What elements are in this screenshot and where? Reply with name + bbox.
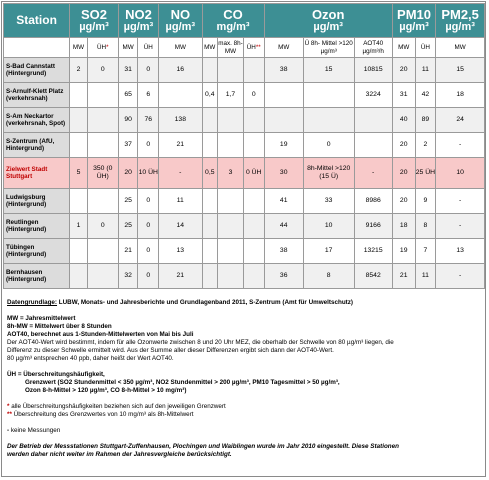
table-cell: 20 [118,158,138,189]
table-cell: 10 ÜH [138,158,159,189]
table-cell [70,108,88,133]
table-cell: 20 [392,133,415,158]
table-row [4,108,485,133]
table-cell: 17 [303,239,354,264]
table-cell: 18 [436,83,485,108]
table-cell [218,133,244,158]
table-cell: 40 [392,108,415,133]
table-cell: 21 [159,133,202,158]
pm10-header: PM10 µg/m³ [392,4,435,38]
table-cell: 21 [159,264,202,289]
no2-mw-label: MW [118,38,138,58]
table-cell: 25 [118,214,138,239]
table-cell: 18 [392,214,415,239]
table-cell: 6 [138,83,159,108]
table-cell: - [159,158,202,189]
table-cell: 10 [436,158,485,189]
table-cell: 0 [138,133,159,158]
table-cell: 15 [303,58,354,83]
table-cell: 8 [415,214,436,239]
table-cell [303,108,354,133]
table-cell [243,108,264,133]
table-cell: 0 [138,189,159,214]
ozon-header: Ozon µg/m³ [264,4,392,38]
ozon-mw-label: MW [264,38,303,58]
table-cell: 1,7 [218,83,244,108]
table-cell: 90 [118,108,138,133]
table-cell [243,189,264,214]
note-8h: 8h-MW = Mittelwert über 8 Stunden [7,323,112,330]
table-cell [159,83,202,108]
table-cell [243,58,264,83]
co-max-label: max. 8h-MW [218,38,244,58]
table-cell: 138 [159,108,202,133]
table-cell: 37 [118,133,138,158]
table-cell [243,133,264,158]
table-cell: 15 [436,58,485,83]
table-cell: 13 [436,239,485,264]
table-row [4,239,485,264]
table-cell: 0 [303,133,354,158]
note-aot40-desc-2: Differenz zu dieser Schwelle ermittelt wird. Aus der Summe aller dieser Differenzen ergibt sich dann der AOT40-Wert. [7,347,334,354]
subheader-row [4,38,485,58]
table-cell: 0 [138,58,159,83]
table-cell: 20 [392,158,415,189]
note-aot40-desc-1: Der AOT40-Wert wird bestimmt, indem für alle Ozonwerte zwischen 8 und 20 Uhr MEZ, die oberhalb der Schwelle von 80 µg/m³ liegen, die [7,339,394,346]
table-cell: 8 [303,264,354,289]
table-cell: 25 [118,189,138,214]
table-cell: 1 [70,214,88,239]
table-cell: 0 [138,264,159,289]
table-cell: 32 [118,264,138,289]
table-cell [70,264,88,289]
table-cell [354,133,392,158]
table-cell [87,264,118,289]
table-cell: 21 [118,239,138,264]
table-cell: 2 [415,133,436,158]
station-name: S-Zentrum (AfU, Hintergrund) [4,133,70,158]
table-cell: 25 ÜH [415,158,436,189]
table-body [4,58,485,289]
station-name: S-Am Neckartor (verkehrsnah, Spot) [4,108,70,133]
table-row [4,133,485,158]
no-header: NO µg/m³ [159,4,202,38]
note-mw: MW = Jahresmittelwert [7,315,76,322]
note-aot40-desc-3: 80 µg/m³ entsprechen 40 ppb, daher heißt der Wert AOT40. [7,355,174,362]
table-cell: 0 ÜH [243,158,264,189]
table-cell [218,214,244,239]
table-cell: - [436,189,485,214]
table-cell: 42 [415,83,436,108]
table-cell: 8542 [354,264,392,289]
footer-note-2: werden daher nicht weiter im Rahmen der Jahresvergleiche berücksichtigt. [7,451,232,458]
table-cell [264,108,303,133]
note-uh-detail-2: Ozon 8-h-Mittel > 120 µg/m³, CO 8-h-Mittel > 10 mg/m³) [25,387,187,394]
ozon-exceed-label: Ü 8h- Mittel >120 µg/m³ [303,38,354,58]
note-dash: - keine Messungen [7,427,61,434]
table-row [4,214,485,239]
table-cell: 65 [118,83,138,108]
pm10-mw-label: MW [392,38,415,58]
table-cell: 9 [415,189,436,214]
table-cell: 21 [392,264,415,289]
table-cell [87,239,118,264]
table-cell [87,133,118,158]
pm25-header: PM2,5 µg/m³ [436,4,485,38]
table-cell: 13215 [354,239,392,264]
table-cell: 38 [264,239,303,264]
footer-note-1: Der Betrieb der Messstationen Stuttgart-Zuffenhausen, Plochingen und Waiblingen wurde im Jahr 2010 eingestellt. Diese Stationen [7,443,399,450]
table-cell: 0 [87,58,118,83]
table-cell [202,58,218,83]
table-cell [303,83,354,108]
table-cell: 0 [138,214,159,239]
station-name: Ludwigsburg (Hintergrund) [4,189,70,214]
table-cell [70,189,88,214]
table-row [4,189,485,214]
table-cell: 41 [264,189,303,214]
table-cell [70,133,88,158]
table-cell [218,239,244,264]
so2-uh-label: ÜH* [87,38,118,58]
table-cell [218,264,244,289]
table-cell [87,83,118,108]
table-cell [354,108,392,133]
table-cell [218,58,244,83]
table-cell: 20 [392,189,415,214]
table-cell: - [436,214,485,239]
table-cell [264,83,303,108]
table-cell: 11 [415,58,436,83]
pm25-mw-label: MW [436,38,485,58]
table-row [4,83,485,108]
table-cell: 8h-Mittel >120 (15 Ü) [303,158,354,189]
table-row [4,58,485,83]
table-cell [243,239,264,264]
table-cell: 350 (0 ÜH) [87,158,118,189]
note-uh-detail-1: Grenzwert (SO2 Stundenmittel < 350 µg/m³, NO2 Stundenmittel > 200 µg/m³, PM10 Tagesmittel > 50 µg/m³, [25,379,340,386]
table-cell [202,239,218,264]
so2-header: SO2 µg/m³ [70,4,119,38]
table-cell: 20 [392,58,415,83]
note-star: * alle Überschreitungshäufigkeiten beziehen sich auf den jeweiligen Grenzwert [7,403,226,410]
table-cell: 7 [415,239,436,264]
air-quality-table [3,3,485,289]
table-cell: 19 [392,239,415,264]
pm10-uh-label: ÜH [415,38,436,58]
no2-header: NO2 µg/m³ [118,4,158,38]
station-header: Station [4,4,70,38]
table-cell: 31 [118,58,138,83]
note-aot40: AOT40, berechnet aus 1-Stunden-Mittelwerten von Mai bis Juli [7,331,194,338]
table-cell [202,133,218,158]
table-cell: 5 [70,158,88,189]
table-cell: 0,4 [202,83,218,108]
table-cell: - [354,158,392,189]
note-double-star: ** Überschreitung des Grenzwertes von 10 mg/m³ als 8h-Mittelwert [7,411,194,418]
table-cell: 8986 [354,189,392,214]
table-cell: 44 [264,214,303,239]
no-mw-label: MW [159,38,202,58]
notes-section [7,299,481,459]
table-cell [202,108,218,133]
table-cell [87,108,118,133]
co-uh-label: ÜH** [243,38,264,58]
source-line: Datengrundlage: LUBW, Monats- und Jahresberichte und Grundlagenband 2011, S-Zentrum (Amt für Umweltschutz) [7,299,354,306]
table-cell [218,108,244,133]
table-cell: 14 [159,214,202,239]
table-cell: 33 [303,189,354,214]
table-cell: 13 [159,239,202,264]
co-mw-label: MW [202,38,218,58]
co-header: CO mg/m³ [202,4,264,38]
table-cell: 11 [159,189,202,214]
table-cell: 2 [70,58,88,83]
table-cell [202,189,218,214]
table-cell: 76 [138,108,159,133]
ozon-aot40-label: AOT40 µg/m³/h [354,38,392,58]
station-name: Tübingen (Hintergrund) [4,239,70,264]
station-name: S-Bad Cannstatt (Hintergrund) [4,58,70,83]
table-cell: 0 [138,239,159,264]
table-cell: 36 [264,264,303,289]
table-cell: 0 [87,214,118,239]
table-cell [243,264,264,289]
table-cell: 0,5 [202,158,218,189]
no2-uh-label: ÜH [138,38,159,58]
station-name: Bernhausen (Hintergrund) [4,264,70,289]
table-cell: 0 [243,83,264,108]
header-row [4,4,485,38]
table-cell: 16 [159,58,202,83]
table-cell: 3 [218,158,244,189]
table-row [4,264,485,289]
table-cell: 3224 [354,83,392,108]
table-cell [70,83,88,108]
table-cell: 19 [264,133,303,158]
table-cell: 24 [436,108,485,133]
station-name: Zielwert Stadt Stuttgart [4,158,70,189]
table-cell [70,239,88,264]
table-cell [218,189,244,214]
table-cell [202,214,218,239]
station-name: S-Arnulf-Klett Platz (verkehrsnah) [4,83,70,108]
note-uh: ÜH = Überschreitungshäufigkeit, [7,371,105,378]
station-name: Reutlingen (Hintergrund) [4,214,70,239]
table-cell [202,264,218,289]
table-cell: 10815 [354,58,392,83]
table-cell: 89 [415,108,436,133]
table-cell: 38 [264,58,303,83]
table-cell [243,214,264,239]
table-cell: 30 [264,158,303,189]
target-value-row [4,158,485,189]
so2-mw-label: MW [70,38,88,58]
table-cell: - [436,133,485,158]
subheader-empty [4,38,70,58]
table-cell: 10 [303,214,354,239]
table-cell [87,189,118,214]
table-cell: 9166 [354,214,392,239]
table-cell: 31 [392,83,415,108]
table-cell: 11 [415,264,436,289]
table-cell: - [436,264,485,289]
